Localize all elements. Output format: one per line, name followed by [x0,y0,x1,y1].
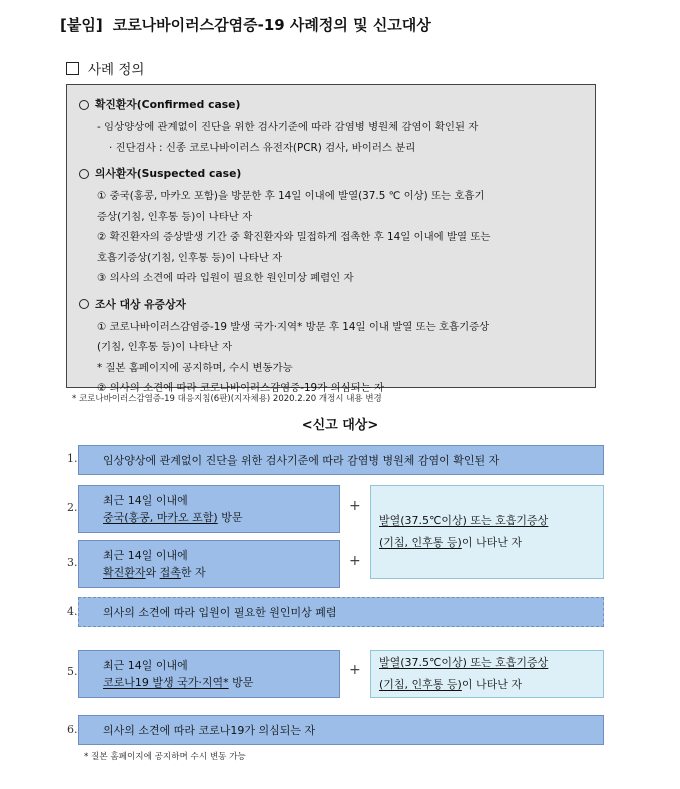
report-item-1 [78,445,604,475]
symptom-b-line-1: 발열(37.5℃이상) 또는 호흡기증상 [379,656,549,669]
item-6-text: 의사의 소견에 따라 코로나19가 의심되는 자 [103,724,316,737]
symptom-b-underlined: (기침, 인후통 등) [379,678,462,691]
suspected-line-1: ① 중국(홍콩, 마카오 포함)을 방문한 후 14일 이내에 발열(37.5 ℃ 이상) 또는 호흡기 [97,190,485,202]
suspected-case-group [79,166,585,289]
item-3-line-1: 최근 14일 이내에 [103,549,188,562]
item-5-underlined: 코로나19 발생 국가·지역* [103,676,229,689]
confirmed-line-2: · 진단검사 : 신종 코로나바이러스 유전자(PCR) 검사, 바이러스 분리 [109,141,416,154]
item-2-rest: 방문 [217,511,243,524]
confirmed-line-1: - 임상양상에 관계없이 진단을 위한 검사기준에 따라 감염병 병원체 감염이 확인된 자 [97,121,479,133]
plus-sign: + [349,553,361,569]
report-item-4 [78,597,604,627]
symptom-panel-b [370,650,604,698]
item-3-underlined-1: 확진환자 [103,566,146,579]
suspected-line-4: 호흡기증상(기침, 인후통 등)이 나타난 자 [97,251,283,264]
symptom-b-rest: 이 나타난 자 [461,678,522,691]
report-item-3 [78,540,340,588]
item-3-mid: 와 [145,566,160,579]
surveillance-line-1: ① 코로나바이러스감염증-19 발생 국가·지역* 방문 후 14일 이내 발열 또는 호흡기증상 [97,320,490,333]
item-number-1: 1. [67,452,78,465]
symptom-panel-a [370,485,604,579]
circle-bullet-icon [79,100,89,110]
item-2-line-2 [103,509,242,526]
item-number-2: 2. [67,501,78,514]
section-heading [66,58,144,78]
item-4-text: 의사의 소견에 따라 입원이 필요한 원인미상 폐렴 [103,606,337,619]
suspected-line-5: ③ 의사의 소견에 따라 입원이 필요한 원인미상 폐렴인 자 [97,272,354,284]
confirmed-case-heading [79,97,585,112]
suspected-heading-text: 의사환자(Suspected case) [95,167,242,180]
title-text: 코로나바이러스감염증-19 사례정의 및 신고대상 [112,16,431,34]
report-item-5 [78,650,340,698]
surveillance-line-3: * 질본 홈페이지에 공지하며, 수시 변동가능 [97,361,293,374]
symptom-a-underlined: (기침, 인후통 등) [379,536,462,549]
confirmed-heading-text: 확진환자(Confirmed case) [95,98,241,111]
symptom-a-line-1: 발열(37.5℃이상) 또는 호흡기증상 [379,514,549,527]
section-label: 사례 정의 [88,62,145,78]
item-3-rest: 한 자 [180,566,206,579]
item-number-3: 3. [67,556,78,569]
item-number-5: 5. [67,665,78,678]
surveillance-heading [79,297,585,312]
source-note: * 코로나바이러스감염증-19 대응지침(6판)(지자체용) 2020.2.20 개정시 내용 변경 [72,394,382,404]
item-number-6: 6. [67,723,78,736]
report-item-6 [78,715,604,745]
surveillance-line-2: (기침, 인후통 등)이 나타난 자 [97,341,233,353]
square-bullet-icon [66,62,79,75]
item-5-line-2 [103,674,253,691]
item-3-line-2 [103,564,206,581]
item-5-rest: 방문 [228,676,254,689]
confirmed-case-group [79,97,585,158]
circle-bullet-icon [79,169,89,179]
item-3-underlined-2: 접촉 [159,566,181,579]
surveillance-group [79,297,585,399]
surveillance-line-4: ② 의사의 소견에 따라 코로나바이러스감염증-19가 의심되는 자 [97,382,384,394]
footnote: * 질본 홈페이지에 공지하며 수시 변동 가능 [84,752,246,762]
circle-bullet-icon [79,299,89,309]
suspected-line-2: 증상(기침, 인후통 등)이 나타난 자 [97,210,253,223]
item-5-line-1: 최근 14일 이내에 [103,659,188,672]
case-definition-box [66,84,596,394]
report-title: <신고 대상> [301,418,379,433]
item-number-4: 4. [67,605,78,618]
item-2-underlined: 중국(홍콩, 마카오 포함) [103,511,218,524]
attachment-tag: [붙임] [60,16,103,34]
plus-sign: + [349,498,361,514]
symptom-a-line-2 [379,532,603,554]
symptom-a-rest: 이 나타난 자 [461,536,522,549]
suspected-line-3: ② 확진환자의 증상발생 기간 중 확진환자와 밀접하게 접촉한 후 14일 이내에 발열 또는 [97,231,491,243]
suspected-case-heading [79,166,585,181]
item-1-text: 임상양상에 관계없이 진단을 위한 검사기준에 따라 감염병 병원체 감염이 확인된 자 [103,454,500,467]
plus-sign: + [349,662,361,678]
report-item-2 [78,485,340,533]
item-2-line-1: 최근 14일 이내에 [103,494,188,507]
page-title [60,14,431,35]
surveillance-heading-text: 조사 대상 유증상자 [95,297,186,311]
symptom-b-line-2 [379,674,603,696]
